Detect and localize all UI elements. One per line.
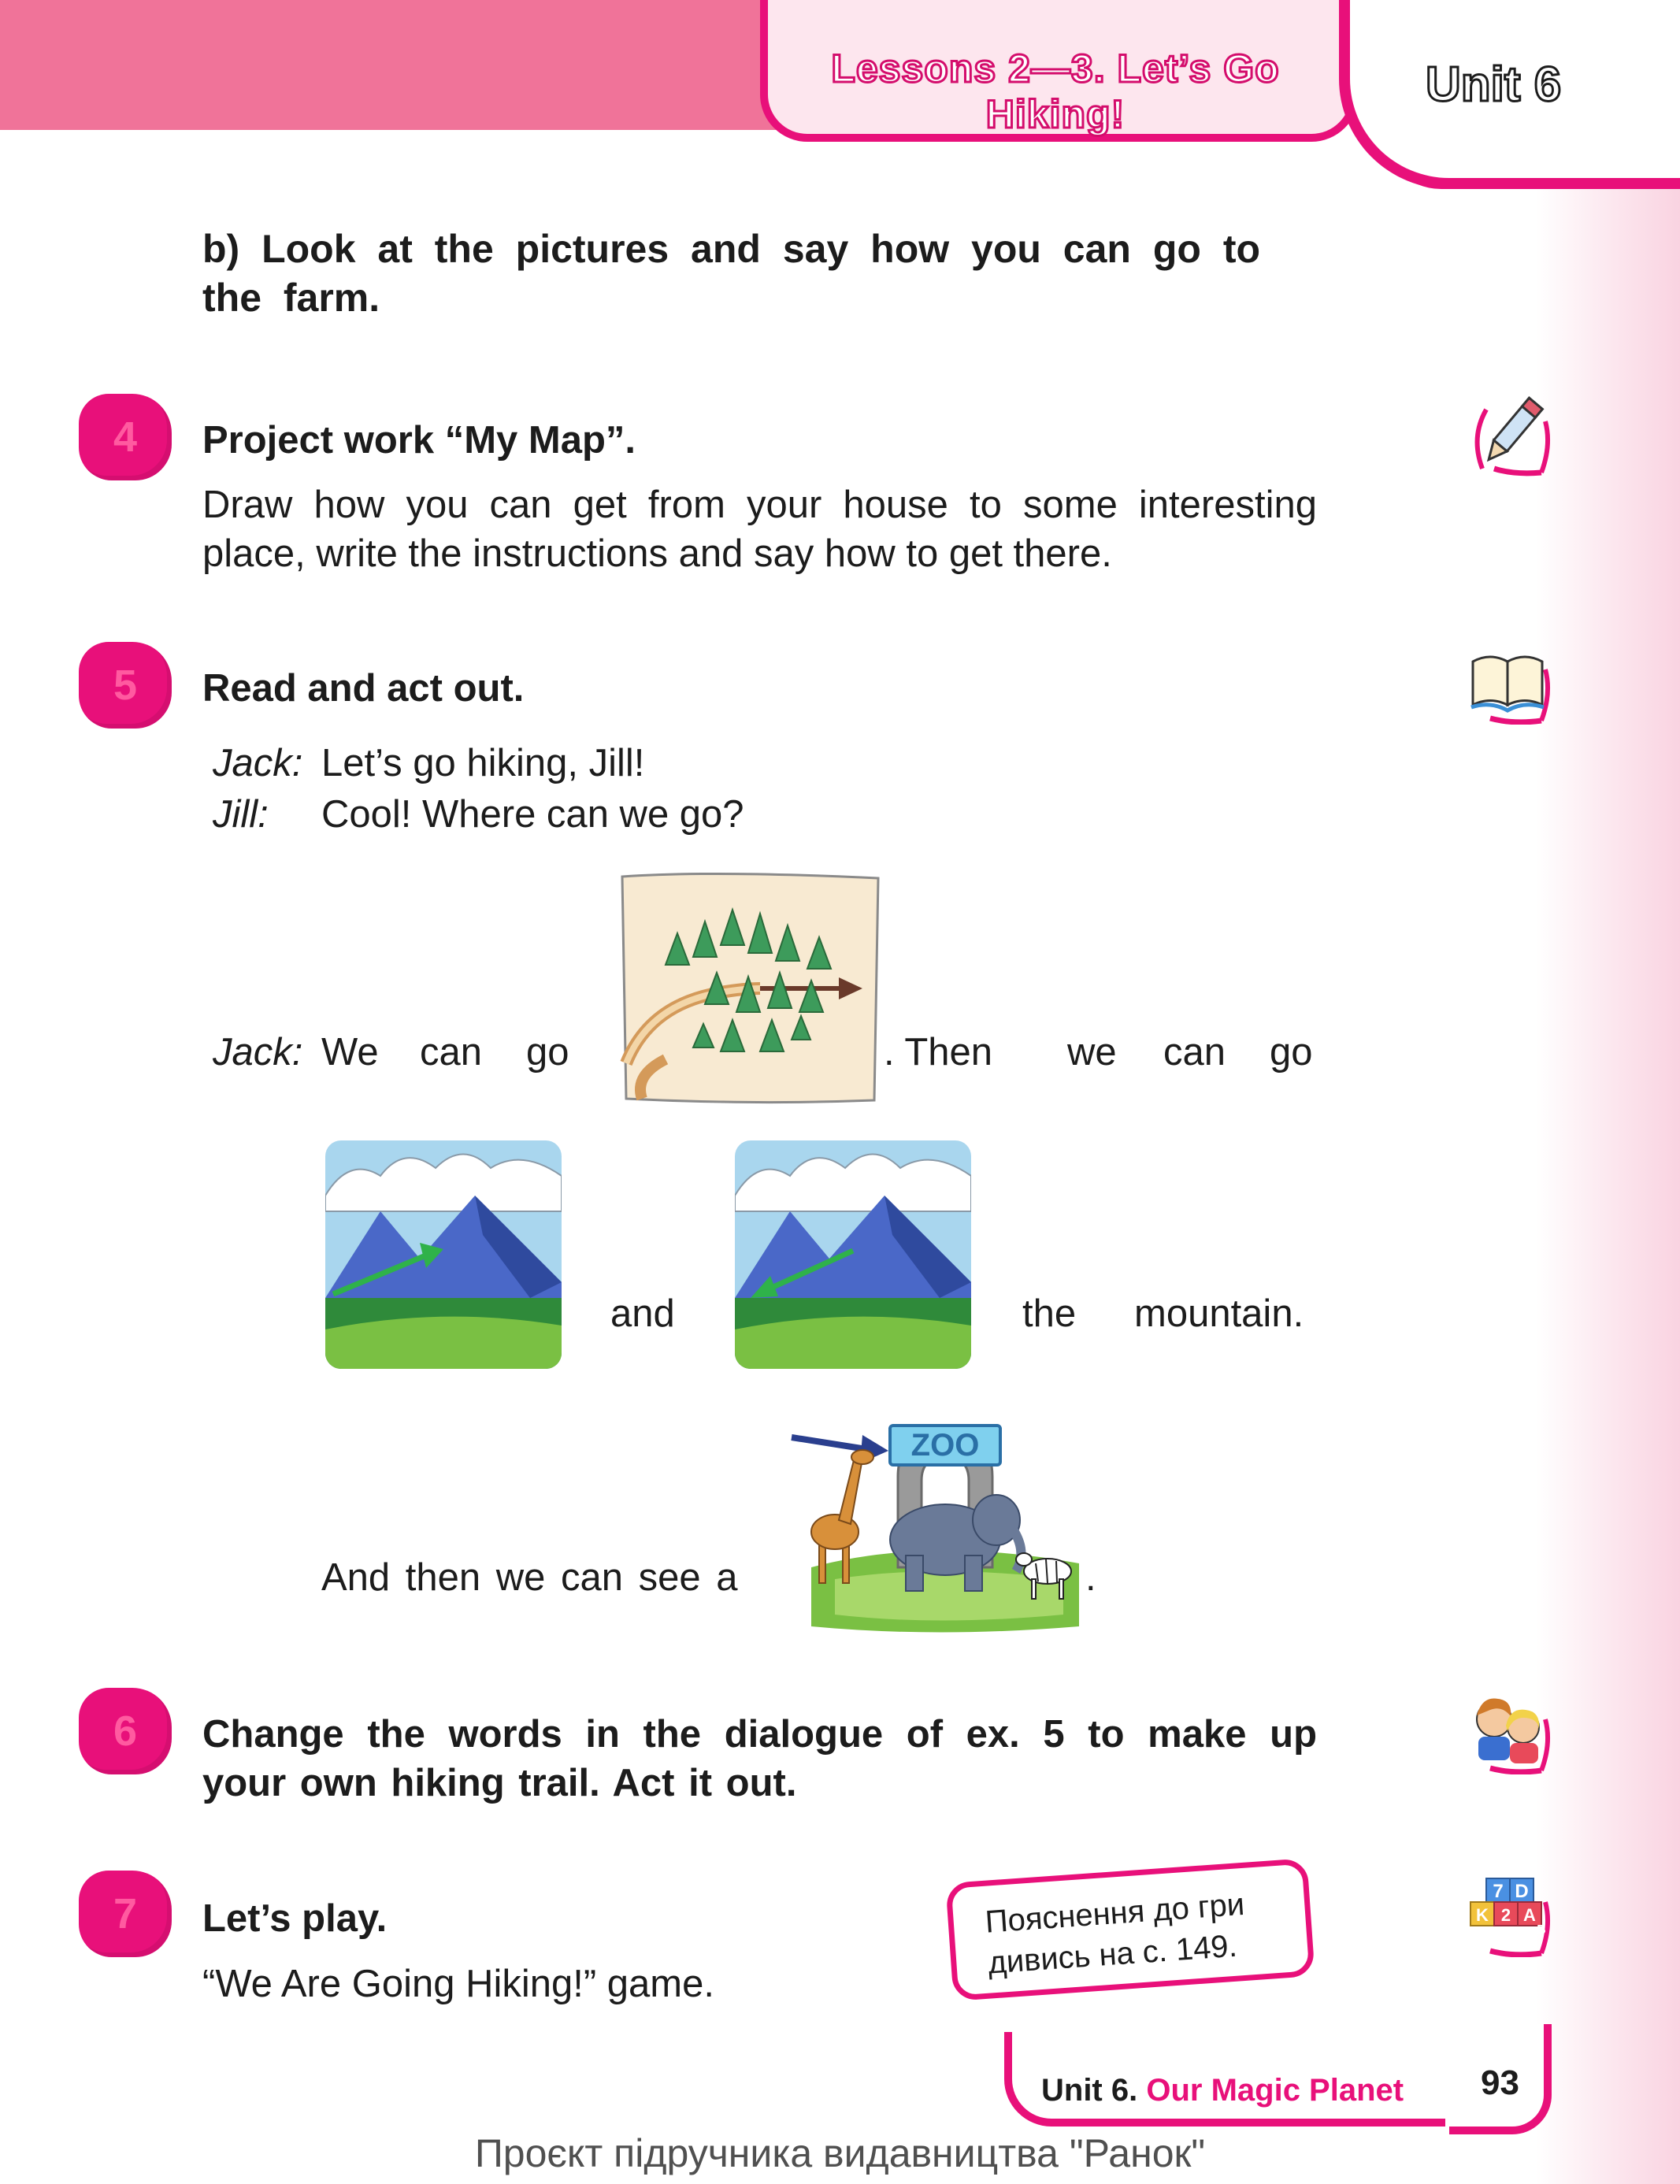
block-letter: 7 xyxy=(1493,1881,1504,1902)
dialogue-speaker-jack: Jack: xyxy=(213,742,303,784)
dialogue-word-can: can xyxy=(420,1031,483,1073)
unit-label: Unit 6 xyxy=(1426,57,1562,112)
dialogue-final-line: And then we can see a xyxy=(321,1556,738,1599)
exercise-4-title: Project work “My Map”. xyxy=(202,419,636,462)
forest-map-picture xyxy=(618,870,882,1107)
exercise-4-body-line2: place, write the instructions and say how to get there. xyxy=(202,532,1112,575)
game-note-line1: Пояснення до гри xyxy=(984,1886,1246,1940)
exercise-7-badge: 7 xyxy=(79,1871,172,1957)
mountain-down-picture xyxy=(735,1140,971,1369)
dialogue-word-we: We xyxy=(321,1031,379,1073)
exercise-7-title: Let’s play. xyxy=(202,1897,388,1940)
dialogue-word-can-2: can xyxy=(1163,1031,1226,1073)
exercise-5-badge: 5 xyxy=(79,642,172,729)
dialogue-speaker-jack-2: Jack: xyxy=(213,1031,303,1073)
dialogue-final-period: . xyxy=(1085,1556,1096,1599)
footer-unit-prefix: Unit 6. xyxy=(1041,2073,1138,2108)
publisher-watermark: Проєкт підручника видавництва "Ранок" xyxy=(474,2131,1206,2175)
dialogue-word-go: go xyxy=(526,1031,569,1073)
game-note-line2: дивись на с. 149. xyxy=(987,1928,1239,1981)
exercise-4-badge: 4 xyxy=(79,394,172,480)
dialogue-line-jack-1: Let’s go hiking, Jill! xyxy=(321,742,645,784)
game-note-bubble xyxy=(945,1858,1315,2001)
children-icon xyxy=(1467,1688,1553,1774)
header-band xyxy=(0,0,788,130)
exercise-6-badge: 6 xyxy=(79,1688,172,1774)
pencil-icon xyxy=(1467,390,1553,476)
task-b-text: b) Look at the pictures and say how you can go to the farm. xyxy=(202,227,1261,320)
book-icon xyxy=(1467,638,1553,725)
exercise-5-title: Read and act out. xyxy=(202,667,525,710)
exercise-6-line2: your own hiking trail. Act it out. xyxy=(202,1762,797,1804)
dialogue-word-and: and xyxy=(610,1292,675,1335)
dialogue-line-jill: Cool! Where can we go? xyxy=(321,793,744,836)
dialogue-word-we-2: we xyxy=(1067,1031,1117,1073)
block-letter: K xyxy=(1476,1905,1489,1925)
block-letter: D xyxy=(1515,1881,1529,1902)
block-letter: B xyxy=(1537,1923,1546,1937)
exercise-7-body: “We Are Going Hiking!” game. xyxy=(202,1963,714,2005)
lesson-title: Lessons 2—3. Let’s Go Hiking! xyxy=(831,46,1280,136)
footer-unit-title xyxy=(1041,2073,1404,2108)
game-note-text xyxy=(984,1881,1296,1984)
mountain-up-picture xyxy=(325,1140,562,1369)
blocks-icon xyxy=(1467,1871,1553,1957)
dialogue-word-the: the xyxy=(1022,1292,1077,1335)
zoo-sign: ZOO xyxy=(910,1428,980,1463)
dialogue-word-go-2: go xyxy=(1270,1031,1313,1073)
block-letter: 2 xyxy=(1500,1905,1511,1925)
right-margin-gradient xyxy=(1536,173,1680,2184)
exercise-4-body-line1: Draw how you can get from your house to some interesting xyxy=(202,484,1317,526)
block-letter: A xyxy=(1523,1905,1536,1925)
dialogue-word-then: . Then xyxy=(884,1031,993,1073)
dialogue-speaker-jill: Jill: xyxy=(213,793,269,836)
page-number: 93 xyxy=(1481,2063,1519,2102)
zoo-picture xyxy=(788,1402,1087,1634)
dialogue-word-mountain: mountain. xyxy=(1134,1292,1304,1335)
exercise-6-line1: Change the words in the dialogue of ex. 5 to make up xyxy=(202,1713,1317,1756)
footer-unit-name: Our Magic Planet xyxy=(1146,2073,1404,2108)
